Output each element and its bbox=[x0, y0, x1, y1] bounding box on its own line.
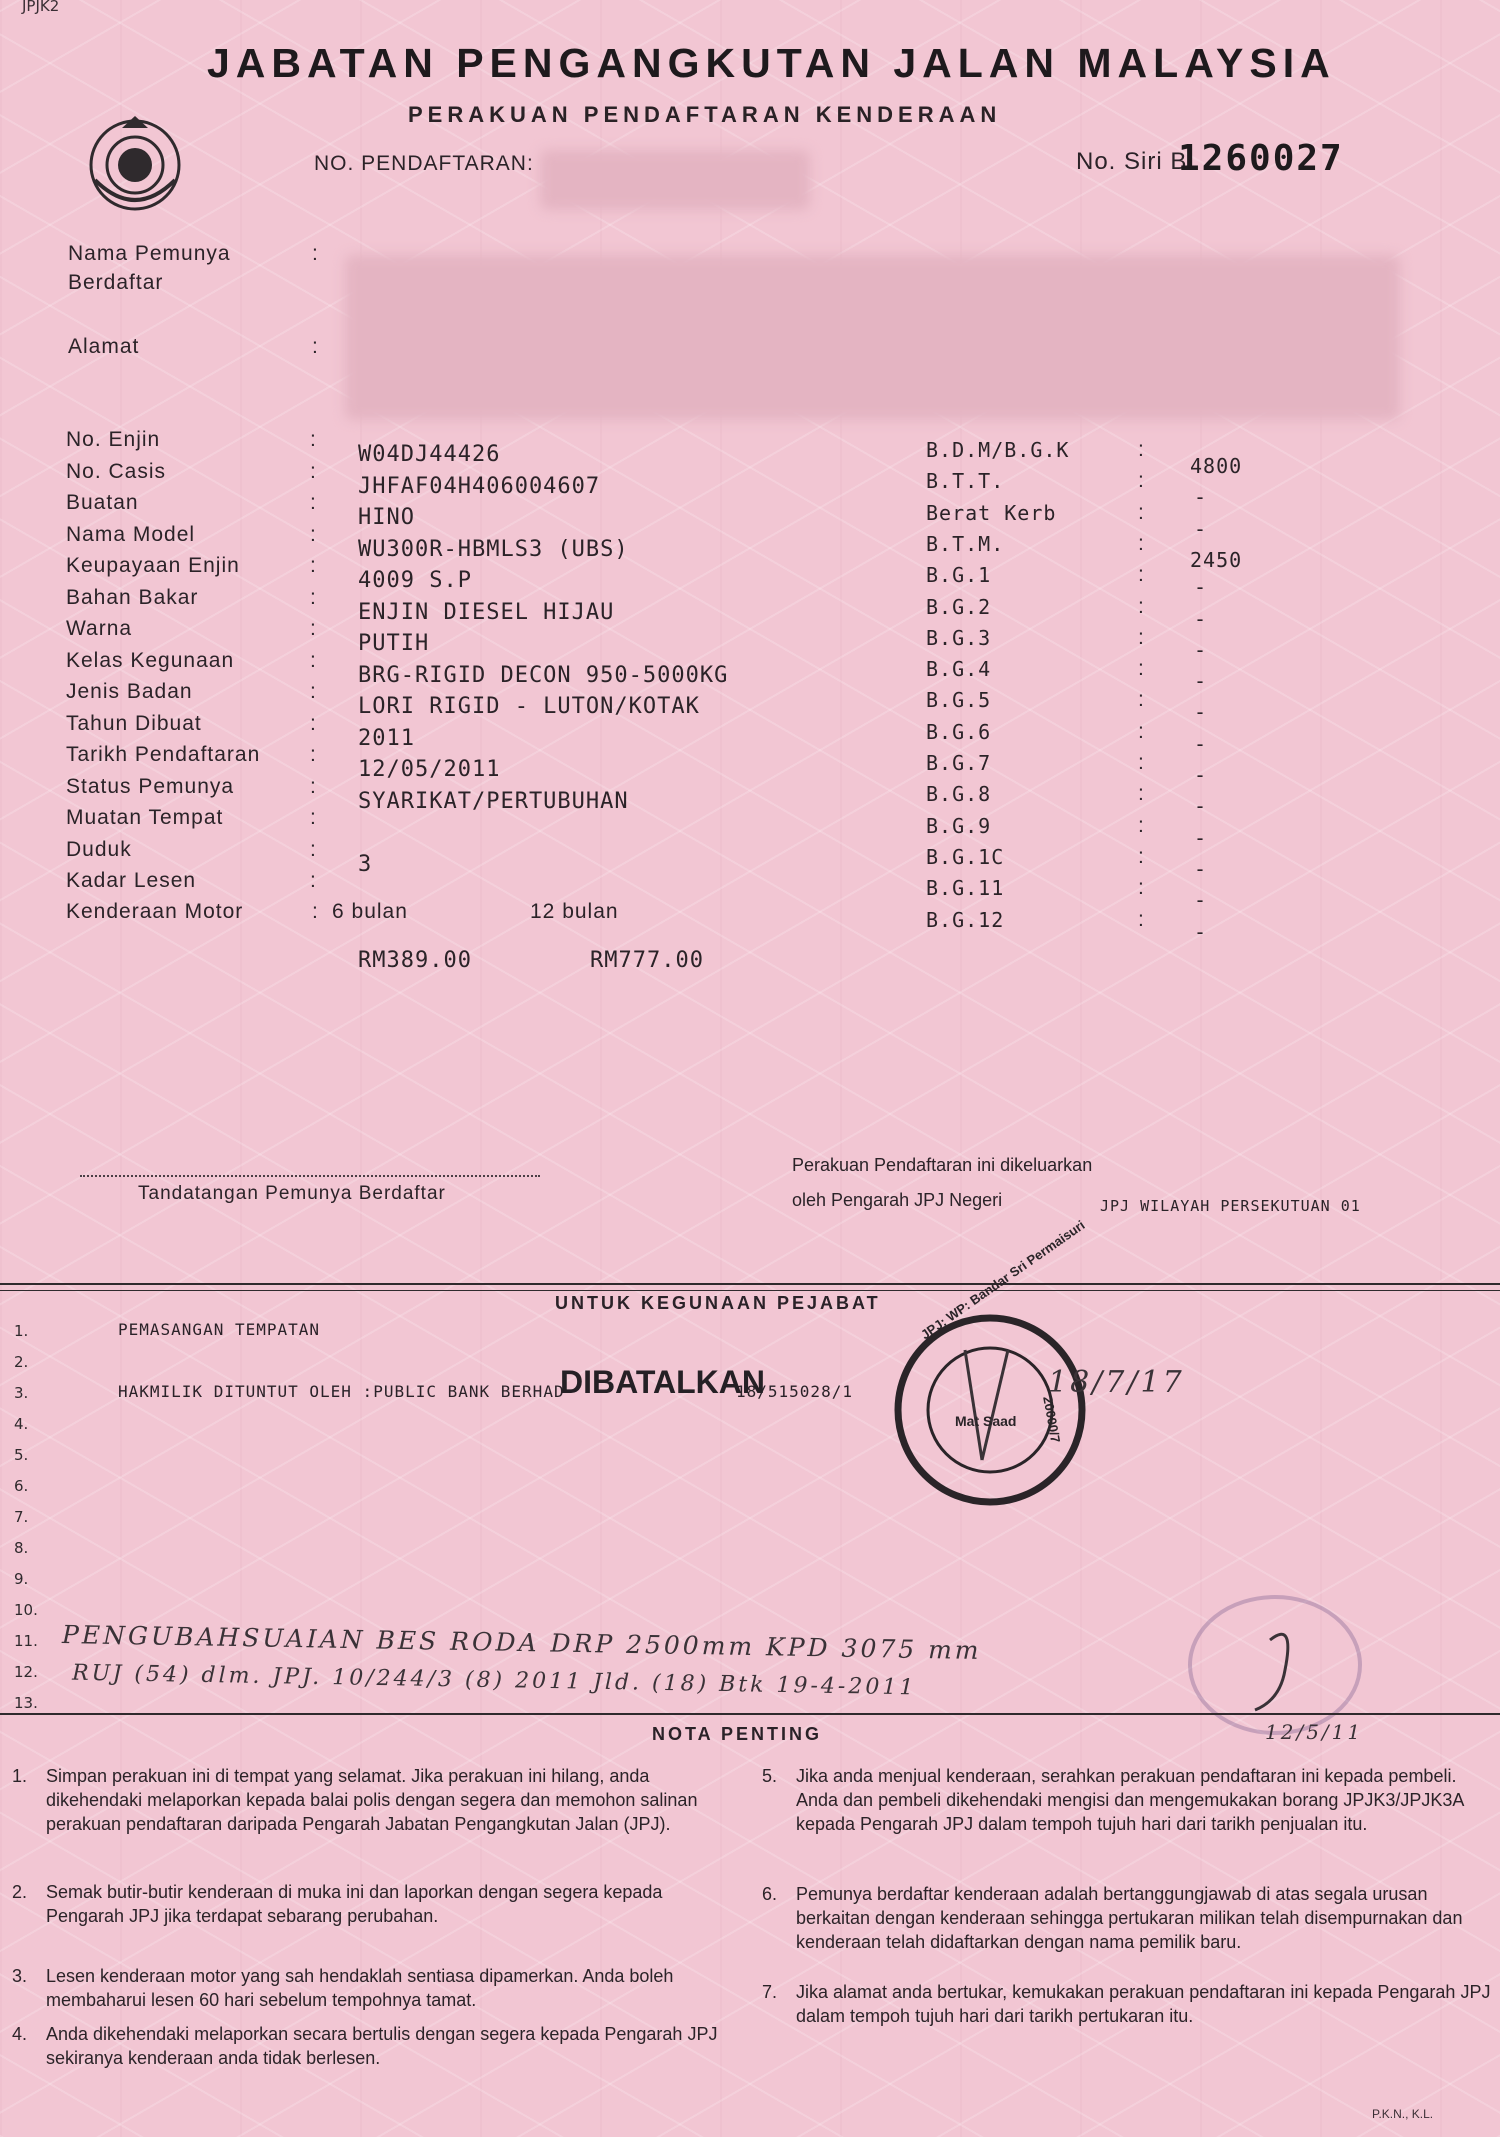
fee-6-months: RM389.00 bbox=[358, 948, 472, 973]
field-label: Duduk bbox=[66, 837, 132, 861]
license-12-months: 12 bulan bbox=[530, 900, 619, 923]
office-line-number: 8. bbox=[14, 1539, 29, 1557]
weight-value: - bbox=[1194, 516, 1208, 541]
note-number: 4. bbox=[12, 2024, 28, 2044]
weight-value: 2450 bbox=[1190, 547, 1243, 572]
owner-signature-label: Tandatangan Pemunya Berdaftar bbox=[138, 1183, 446, 1204]
cancelled-stamp: DIBATALKAN bbox=[560, 1364, 765, 1400]
office-line-number: 9. bbox=[14, 1570, 29, 1588]
footer-code: P.K.N., K.L. bbox=[1372, 2107, 1434, 2121]
colon: : bbox=[1138, 625, 1145, 649]
weight-value: - bbox=[1194, 606, 1208, 631]
document-title: PERAKUAN PENDAFTARAN KENDERAAN bbox=[408, 102, 1002, 127]
weight-label: B.G.3 bbox=[926, 625, 992, 650]
field-value: JHFAF04H406004607 bbox=[358, 473, 601, 499]
field-label: Keupayaan Enjin bbox=[66, 554, 240, 577]
issued-line-1: Perakuan Pendaftaran ini dikeluarkan bbox=[792, 1155, 1093, 1175]
field-value: 12/05/2011 bbox=[358, 757, 501, 782]
weight-value: - bbox=[1194, 637, 1208, 662]
reg-no-label: NO. PENDAFTARAN: bbox=[314, 152, 534, 175]
owner-name-label: Nama Pemunya bbox=[68, 242, 231, 265]
weight-value: - bbox=[1194, 700, 1208, 725]
colon: : bbox=[1138, 469, 1145, 493]
jpj-crest-icon bbox=[80, 110, 190, 220]
office-line-number: 7. bbox=[14, 1508, 29, 1526]
weight-value: - bbox=[1194, 919, 1208, 944]
colon: : bbox=[310, 837, 317, 861]
weight-label: B.G.7 bbox=[926, 751, 992, 775]
divider bbox=[0, 1713, 1500, 1715]
weight-label: B.G.8 bbox=[926, 782, 992, 807]
colon: : bbox=[310, 585, 317, 609]
fee-12-months: RM777.00 bbox=[590, 948, 704, 973]
serial-number: 1260027 bbox=[1178, 138, 1344, 179]
field-label: Jenis Badan bbox=[66, 680, 193, 703]
stamp-name: Mat Saad bbox=[955, 1413, 1017, 1429]
license-label: Kenderaan Motor bbox=[66, 900, 244, 923]
issued-line-2: oleh Pengarah JPJ Negeri bbox=[792, 1190, 1003, 1210]
form-code: JPJK2 bbox=[22, 0, 60, 15]
note-text: Anda dikehendaki melaporkan secara bertulis dengan segera kepada Pengarah JPJ sekiranya kenderaan anda tidak berlesen. bbox=[46, 2024, 718, 2068]
owner-name-label-2: Berdaftar bbox=[68, 271, 164, 294]
office-line-number: 12. bbox=[14, 1663, 38, 1681]
note-text: Simpan perakuan ini di tempat yang selamat. Jika perakuan ini hilang, anda dikehendaki melaporkan kepada balai polis dengan segera dan memohon salinan perakuan pendaftaran daripada Pengarah Jabatan Pengangkutan Jalan (JPJ). bbox=[46, 1766, 698, 1834]
colon: : bbox=[310, 680, 317, 703]
colon: : bbox=[1138, 876, 1145, 900]
divider bbox=[0, 1283, 1500, 1285]
weight-label: B.T.T. bbox=[926, 469, 1005, 494]
stamp-date: 18/7/17 bbox=[1048, 1365, 1185, 1400]
colon: : bbox=[312, 242, 319, 265]
colon: : bbox=[1138, 844, 1145, 868]
colon: : bbox=[1138, 907, 1145, 931]
field-label: Warna bbox=[66, 617, 133, 640]
weight-label: Berat Kerb bbox=[926, 500, 1057, 525]
field-label: Tarikh Pendaftaran bbox=[66, 743, 261, 766]
colon: : bbox=[1138, 813, 1145, 837]
colon: : bbox=[310, 743, 317, 766]
notes-heading: NOTA PENTING bbox=[652, 1724, 822, 1744]
official-round-stamp-icon bbox=[890, 1310, 1090, 1510]
field-label: Muatan Tempat bbox=[66, 806, 224, 829]
weight-value: - bbox=[1194, 825, 1208, 850]
stamp-code: 20000/7 bbox=[1040, 1395, 1064, 1444]
weight-value: - bbox=[1194, 575, 1208, 600]
field-value: WU300R-HBMLS3 (UBS) bbox=[358, 536, 629, 562]
faint-stamp-icon bbox=[1185, 1590, 1365, 1740]
weight-label: B.G.9 bbox=[926, 813, 992, 838]
weight-label: B.G.1C bbox=[926, 844, 1005, 869]
field-label: No. Enjin bbox=[66, 428, 161, 451]
weight-label: B.T.M. bbox=[926, 531, 1005, 556]
field-value: ENJIN DIESEL HIJAU bbox=[358, 599, 615, 625]
colon: : bbox=[1138, 657, 1145, 681]
issuer: JPJ WILAYAH PERSEKUTUAN 01 bbox=[1100, 1197, 1361, 1215]
colon: : bbox=[1138, 782, 1145, 806]
field-label: Status Pemunya bbox=[66, 774, 235, 798]
colon: : bbox=[1138, 500, 1145, 524]
office-line-number: 3. bbox=[14, 1384, 29, 1402]
field-value: 2011 bbox=[358, 725, 415, 751]
office-line-number: 6. bbox=[14, 1477, 29, 1495]
weight-value: - bbox=[1194, 763, 1208, 787]
address-label: Alamat bbox=[68, 335, 140, 358]
colon: : bbox=[1138, 594, 1145, 618]
handwritten-note-1: PENGUBAHSUAIAN BES RODA DRP 2500mm KPD 3075 mm bbox=[61, 1619, 982, 1666]
field-label: Nama Model bbox=[66, 522, 196, 546]
note-number: 5. bbox=[762, 1766, 778, 1786]
office-line-number: 2. bbox=[14, 1353, 29, 1371]
colon: : bbox=[310, 648, 317, 672]
field-value: W04DJ44426 bbox=[358, 442, 501, 467]
weight-value: - bbox=[1194, 856, 1208, 881]
license-6-months: 6 bulan bbox=[332, 900, 408, 923]
note-number: 3. bbox=[12, 1966, 28, 1986]
office-line-number: 5. bbox=[14, 1446, 29, 1464]
office-line-number: 1. bbox=[14, 1322, 29, 1340]
colon: : bbox=[1138, 438, 1145, 461]
note-text: Semak butir-butir kenderaan di muka ini dan laporkan dengan segera kepada Pengarah JPJ jika terdapat sebarang perubahan. bbox=[46, 1882, 663, 1926]
colon: : bbox=[1138, 688, 1145, 712]
field-label: No. Casis bbox=[66, 459, 167, 483]
colon: : bbox=[310, 428, 317, 451]
weight-value: - bbox=[1194, 888, 1208, 913]
colon: : bbox=[310, 806, 317, 829]
office-entry-1: PEMASANGAN TEMPATAN bbox=[118, 1320, 321, 1339]
stamp-text: JPJ: WP: Bandar Sri Permaisuri bbox=[918, 1217, 1088, 1343]
office-entry-3: HAKMILIK DITUNTUT OLEH :PUBLIC BANK BERHAD bbox=[118, 1382, 565, 1401]
colon: : bbox=[1138, 751, 1145, 774]
colon: : bbox=[312, 335, 319, 358]
field-value: 3 bbox=[358, 851, 373, 877]
colon: : bbox=[310, 491, 317, 514]
office-line-number: 13. bbox=[14, 1694, 38, 1712]
serial-label: No. Siri B bbox=[1076, 148, 1188, 175]
divider bbox=[0, 1290, 1500, 1291]
note-text: Lesen kenderaan motor yang sah hendaklah sentiasa dipamerkan. Anda boleh membaharui lesen 60 hari sebelum tempohnya tamat. bbox=[46, 1966, 674, 2010]
colon: : bbox=[310, 869, 317, 892]
field-label: Kadar Lesen bbox=[66, 869, 197, 892]
note-text: Pemunya berdaftar kenderaan adalah bertanggungjawab di atas segala urusan berkaitan dengan kenderaan sehingga pertukaran milikan telah disempurnakan dan kenderaan telah didaftarkan dengan nama pemilik baru. bbox=[796, 1884, 1463, 1952]
note-text: Jika anda menjual kenderaan, serahkan perakuan pendaftaran ini kepada pembeli. Anda dan pembeli dikehendaki mengisi dan mengemukakan borang JPJK3/JPJK3A kepada Pengarah JPJ dalam tempoh tujuh hari dari tarikh penjualan itu. bbox=[796, 1766, 1464, 1834]
field-label: Buatan bbox=[66, 491, 139, 514]
colon: : bbox=[310, 554, 317, 577]
agency-title: JABATAN PENGANGKUTAN JALAN MALAYSIA bbox=[207, 40, 1336, 86]
note-text: Jika alamat anda bertukar, kemukakan perakuan pendaftaran ini kepada Pengarah JPJ dalam tempoh tujuh hari dari tarikh pertukaran itu. bbox=[796, 1982, 1491, 2026]
office-heading: UNTUK KEGUNAAN PEJABAT bbox=[555, 1293, 881, 1313]
field-value: BRG-RIGID DECON 950-5000KG bbox=[358, 662, 729, 688]
weight-value: - bbox=[1194, 731, 1208, 756]
weight-label: B.G.4 bbox=[926, 657, 992, 682]
field-value: LORI RIGID - LUTON/KOTAK bbox=[358, 694, 700, 719]
field-label: Kelas Kegunaan bbox=[66, 648, 235, 672]
office-line-number: 10. bbox=[14, 1601, 38, 1619]
weight-label: B.G.1 bbox=[926, 563, 992, 588]
colon: : bbox=[310, 617, 317, 640]
weight-label: B.G.11 bbox=[926, 876, 1005, 901]
signature-line bbox=[80, 1175, 540, 1177]
weight-label: B.G.6 bbox=[926, 719, 992, 744]
colon: : bbox=[1138, 563, 1145, 587]
colon: : bbox=[310, 459, 317, 483]
redacted-reg-no bbox=[540, 150, 810, 210]
field-value: 4009 S.P bbox=[358, 568, 472, 593]
note-number: 2. bbox=[12, 1882, 28, 1902]
colon: : bbox=[310, 522, 317, 546]
handwritten-date: 12/5/11 bbox=[1265, 1720, 1364, 1744]
colon: : bbox=[310, 711, 317, 735]
field-value: PUTIH bbox=[358, 631, 430, 656]
weight-value: - bbox=[1194, 794, 1208, 819]
office-line-number: 11. bbox=[14, 1632, 38, 1650]
note-number: 1. bbox=[12, 1766, 28, 1786]
field-label: Bahan Bakar bbox=[66, 585, 199, 609]
weight-label: B.G.2 bbox=[926, 594, 992, 619]
weight-value: - bbox=[1194, 485, 1208, 510]
colon: : bbox=[1138, 719, 1145, 743]
weight-value: - bbox=[1194, 669, 1208, 694]
colon: : bbox=[312, 900, 319, 923]
weight-label: B.G.12 bbox=[926, 907, 1005, 932]
office-line-number: 4. bbox=[14, 1415, 29, 1433]
field-label: Tahun Dibuat bbox=[66, 711, 202, 735]
field-value: SYARIKAT/PERTUBUHAN bbox=[358, 788, 629, 814]
office-entry-3-ref: 18/515028/1 bbox=[736, 1382, 853, 1401]
handwritten-note-2: RUJ (54) dlm. JPJ. 10/244/3 (8) 2011 Jld. (18) Btk 19-4-2011 bbox=[71, 1660, 917, 1701]
weight-label: B.G.5 bbox=[926, 688, 992, 713]
weight-label: B.D.M/B.G.K bbox=[926, 438, 1070, 462]
redacted-owner-address bbox=[345, 255, 1400, 420]
colon: : bbox=[310, 774, 317, 798]
field-value: HINO bbox=[358, 505, 415, 530]
note-number: 7. bbox=[762, 1982, 778, 2002]
colon: : bbox=[1138, 531, 1145, 555]
weight-value: 4800 bbox=[1190, 454, 1243, 478]
note-number: 6. bbox=[762, 1884, 778, 1904]
